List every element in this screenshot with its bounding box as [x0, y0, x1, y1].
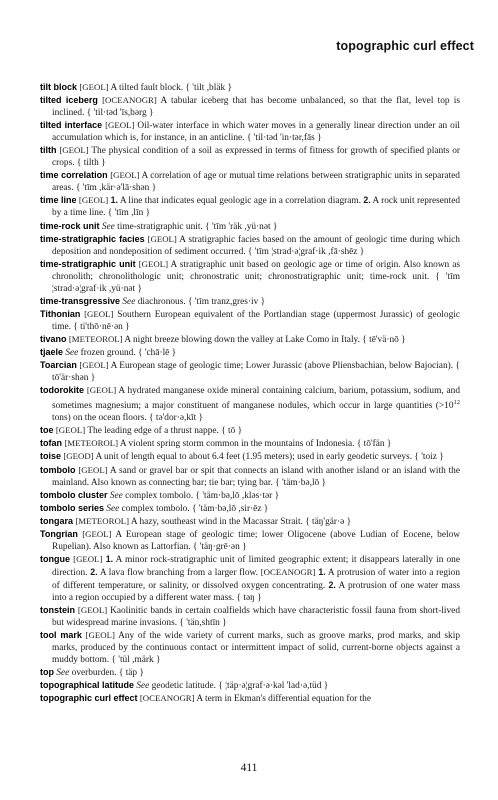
entry-term: tombolo [40, 464, 76, 475]
definition-text: A European stage of geologic time; lower Oligocene (above Ludian of Eocene, below Rupelian). Also known as Lattorfian. { 'täŋ·grē·ən } [52, 529, 460, 552]
entry-term: topographic curl effect [40, 693, 138, 704]
definition-text: Any of the wide variety of current marks, such as groove marks, prod marks, and skip marks, produced by the continuous contact or intermittent impact of solid, current-borne objects against a muddy bottom. { 'tül ,märk } [52, 631, 460, 666]
subject-label: [GEOL] [78, 464, 108, 475]
dictionary-entry [40, 464, 460, 489]
entry-term: time-stratigraphic unit [40, 258, 136, 269]
definition-text: tons) on the ocean floors. { tə'dor·ə,kīt } [52, 413, 204, 424]
entry-term: time correlation [40, 170, 108, 181]
superscript: 12 [453, 399, 460, 407]
dictionary-entry [40, 553, 460, 604]
entry-term: Tongrian [40, 528, 78, 539]
dictionary-entry [40, 233, 460, 258]
dictionary-entry [40, 119, 460, 144]
definition-text: overburden. { täp } [69, 668, 144, 679]
entry-term: time line [40, 195, 77, 206]
subject-label: [GEOL] [84, 308, 114, 319]
sense-number: 2. [363, 195, 371, 206]
dictionary-entry [40, 144, 460, 169]
dictionary-entry [40, 528, 460, 553]
dictionary-entry [40, 169, 460, 194]
entry-term: Toarcian [40, 360, 77, 371]
sense-number: 1. [315, 566, 326, 577]
dictionary-entry [40, 346, 460, 359]
entry-term: tombolo cluster [40, 489, 108, 500]
entries-column [40, 81, 460, 705]
entry-term: top [40, 667, 54, 678]
definition-text: A sand or gravel bar or spit that connects an island with another island or an island with the mainland. Also known as connecting bar; tie bar; tying bar. { 'täm·bə,lō } [52, 465, 460, 488]
entry-term: tongue [40, 553, 70, 564]
see-reference: See [63, 347, 79, 358]
definition-text: complex tombolo. { 'täm·bə,lō ,sir·ēz } [119, 503, 269, 514]
dictionary-entry [40, 629, 460, 666]
definition-text: A term in Ekman's differential equation for the [194, 694, 371, 705]
dictionary-entry [40, 94, 460, 119]
definition-text: A hazy, southeast wind in the Macassar Strait. { täŋ'gär·ə } [129, 516, 352, 527]
see-reference: See [104, 503, 120, 514]
definition-text: A lava flow branching from a larger flow. [97, 567, 261, 578]
dictionary-entry [40, 666, 460, 679]
entry-term: time-stratigraphic facies [40, 233, 145, 244]
subject-label: [GEOL] [82, 528, 112, 539]
dictionary-entry [40, 220, 460, 233]
dictionary-entry [40, 194, 460, 219]
subject-label: [GEOL] [73, 553, 103, 564]
see-reference: See [120, 296, 136, 307]
definition-text: A rock unit represented by a time line. { 'tīm ,līn } [52, 196, 461, 219]
definition-text: Oil-water interface in which water moves in a generally linear direction under an oil accumulation which is, for instance, in an anticline. { 'til·təd 'in·tər,fās } [52, 121, 461, 144]
definition-text: The physical condition of a soil as expressed in terms of fitness for growth of specified plants or crops. { tilth } [52, 146, 460, 169]
dictionary-entry [40, 692, 460, 705]
dictionary-entry [40, 679, 460, 692]
subject-label: [METEOROL] [64, 438, 119, 449]
entry-term: time-transgressive [40, 295, 121, 306]
subject-label: [METEOROL] [75, 515, 130, 526]
dictionary-entry [40, 295, 460, 308]
entry-term: tonstein [40, 605, 75, 616]
entry-term: tilted interface [40, 120, 103, 131]
subject-label: [GEOL] [59, 145, 89, 156]
dictionary-entry [40, 515, 460, 528]
definition-text: complex tombolo. { 'täm·bə,lō ,kləs·tər } [122, 490, 280, 501]
subject-label: [GEOD] [63, 451, 94, 462]
definition-text: A line that indicates equal geologic age in a correlation diagram. [118, 196, 364, 207]
definition-text: A European stage of geologic time; Lower Jurassic (above Pliensbachian, below Bajocian). { tō'är·shən } [52, 361, 461, 384]
subject-label: [OCEANOGR] [260, 566, 316, 577]
subject-label: [GEOL] [77, 605, 108, 616]
page-number: 411 [240, 762, 258, 774]
subject-label: [GEOL] [147, 233, 177, 244]
definition-text: A unit of length equal to about 6.4 feet (1.95 meters); used in early geodetic surveys. { 'toiz } [93, 452, 444, 463]
see-reference: See [134, 681, 150, 692]
entry-term: todorokite [40, 385, 84, 396]
entry-term: tongara [40, 515, 74, 526]
subject-label: [GEOL] [138, 258, 169, 269]
definition-text: A violent spring storm common in the mountains of Indonesia. { tō'fän } [118, 439, 392, 450]
definition-text: A minor rock-stratigraphic unit of limited geographic extent; it disappears laterally in one direction. [52, 554, 460, 578]
dictionary-entry [40, 359, 460, 384]
dictionary-entry [40, 437, 460, 450]
definition-text: A protrusion of one water mass into a region occupied by a different water mass. { təŋ } [52, 580, 460, 603]
entry-term: tilted iceberg [40, 95, 98, 106]
definition-text: diachronous. { 'tīm tranz,gres·iv } [135, 296, 266, 307]
dictionary-entry [40, 424, 460, 437]
definition-text: Kaolinitic bands in certain coalfields which have characteristic fossil fauna from short-lived but widespread marine invasions. { 'tän,shtīn } [52, 606, 460, 629]
definition-text: Southern European equivalent of the Portlandian stage (uppermost Jurassic) of geologic time. { ti'thō·nē·ən } [52, 309, 460, 332]
dictionary-entry [40, 333, 460, 346]
entry-term: tombolo series [40, 502, 105, 513]
dictionary-entry [40, 502, 460, 515]
subject-label: [GEOL] [79, 360, 109, 371]
entry-term: tivano [40, 333, 67, 344]
dictionary-entry [40, 81, 460, 94]
subject-label: [GEOL] [85, 630, 115, 641]
definition-text: A correlation of age or mutual time relations between stratigraphic units in separated areas. { 'tīm ,kär·ə'lā·shən } [52, 171, 460, 194]
definition-text: frozen ground. { 'chā·lē } [78, 347, 177, 358]
definition-text: A hydrated manganese oxide mineral containing calcium, barium, potassium, sodium, and sometimes magnesium; a major constituent of manganese nodules, which occur in large quantities (>10 [52, 386, 460, 412]
definition-text: The leading edge of a thrust nappe. { tō } [85, 426, 243, 437]
definition-text: time-stratigraphic unit. { 'tīm 'räk ,yü·nət } [114, 221, 278, 232]
sense-number: 1. [102, 553, 114, 564]
entry-term: tilt block [40, 82, 78, 92]
subject-label: [OCEANOGR] [139, 693, 195, 704]
entry-term: tofan [40, 438, 62, 449]
subject-label: [GEOL] [110, 170, 140, 181]
entry-term: topographical latitude [40, 680, 135, 691]
see-reference: See [107, 490, 123, 501]
definition-text: geodetic latitude. { ¦täp·ə¦graf·ə·kəl 'lad·ə,tüd } [149, 681, 329, 692]
subject-label: [GEOL] [105, 120, 135, 131]
sense-number: 1. [108, 195, 118, 206]
definition-text: A stratigraphic unit based on geologic age or time of origin. Also known as chronolith; chronolithologic unit; chronostratic unit; chronostratigraphic unit; time-rock unit. { 'tīm ¦strad·ə¦graf·ik ,yü·nət } [52, 259, 460, 294]
entry-term: Tithonian [40, 308, 81, 319]
entry-term: tool mark [40, 630, 82, 641]
subject-label: [OCEANOGR] [102, 95, 157, 106]
see-reference: See [99, 221, 115, 232]
entry-term: toe [40, 425, 54, 436]
dictionary-entry [40, 258, 460, 295]
running-head: topographic curl effect [336, 39, 474, 53]
entry-term: tjaele [40, 346, 64, 357]
subject-label: [METEOROL] [68, 333, 123, 344]
definition-text: A tabular iceberg that has become unbalanced, so that the flat, level top is inclined. { 'til·təd 'īs,bərg } [52, 96, 461, 119]
entry-term: tilth [40, 145, 57, 156]
dictionary-entry [40, 450, 460, 463]
subject-label: [GEOL] [79, 82, 109, 92]
dictionary-entry [40, 384, 460, 424]
entry-term: toise [40, 451, 62, 462]
dictionary-entry [40, 308, 460, 333]
definition-text: A tilted fault block. { 'tilt ,bläk } [108, 83, 232, 93]
see-reference: See [54, 668, 70, 679]
entry-term: time-rock unit [40, 220, 100, 231]
subject-label: [GEOL] [86, 385, 117, 396]
dictionary-entry [40, 604, 460, 629]
sense-number: 2. [328, 579, 336, 590]
definition-text: A night breeze blowing down the valley at Lake Como in Italy. { tē'vä·nō } [122, 334, 406, 345]
sense-number: 2. [90, 566, 98, 577]
dictionary-entry [40, 489, 460, 502]
definition-text: A stratigraphic facies based on the amount of geologic time during which deposition and nondeposition of sediment occurred. { 'tīm ¦strad·ə¦graf·ik ,fā·shēz } [52, 234, 460, 257]
subject-label: [GEOL] [55, 425, 86, 436]
definition-text: A protrusion of water into a region of different temperature, or salinity, or dissolved oxygen concentrating. [52, 567, 460, 591]
subject-label: [GEOL] [78, 195, 109, 206]
